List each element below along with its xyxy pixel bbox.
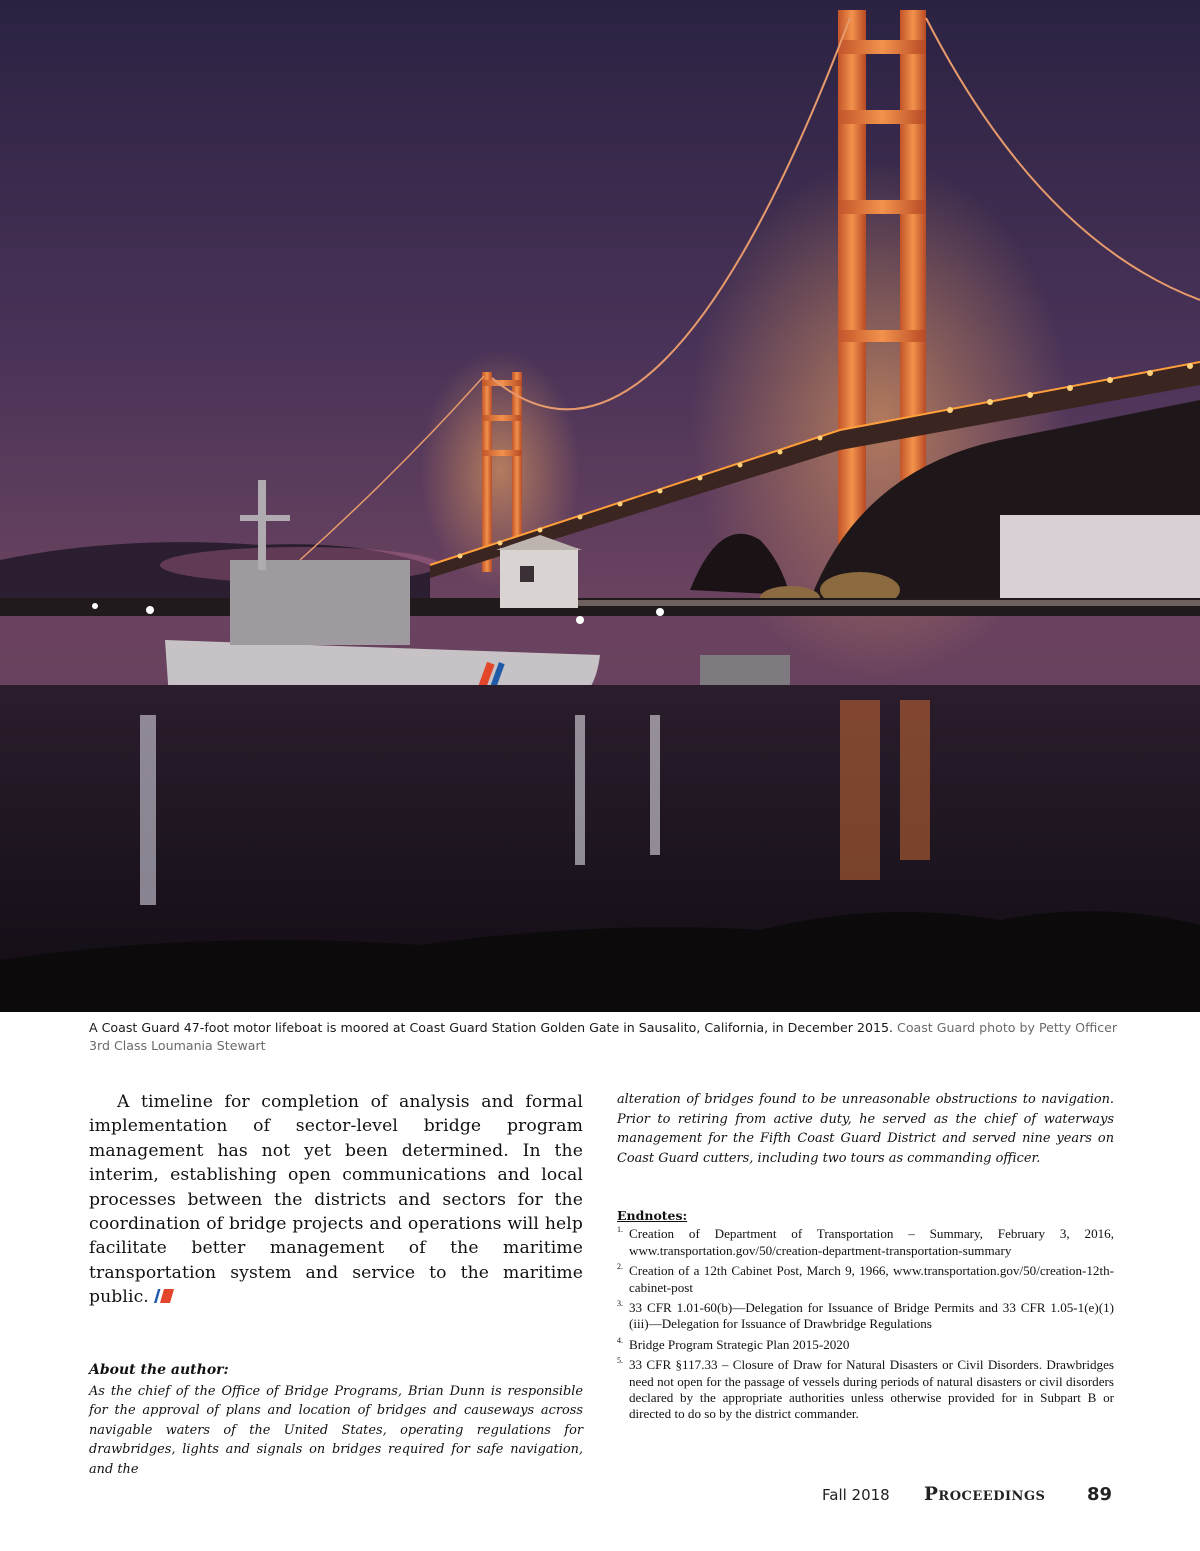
endnote-item [617,1300,1114,1333]
endnote-number: 3. [617,1299,623,1308]
closing-paragraph-text: A timeline for completion of analysis and formal implementation of sector-level bridge program management has not yet been determined. In the interim, establishing open communications and local processes between the districts and sectors for the coordination of bridge projects and operations will help facilitate better management of the maritime transportation system and service to the maritime public. [89,1092,583,1308]
endnote-text: 33 CFR §117.33 – Closure of Draw for Natural Disasters or Civil Disorders. Drawbridges need not open for the passage of vessels during periods of natural disasters or civil disorders declared by the appropriate authorities unless otherwise provided for in Subpart B or directed to do so by the district commander. [629,1357,1114,1422]
left-column [89,1090,583,1480]
photo-credit: Coast Guard photo by Petty Officer 3rd Class Loumania Stewart [89,1020,1118,1053]
endnotes-list [617,1226,1114,1422]
photo-caption [89,1019,1119,1055]
endnote-number: 4. [617,1335,623,1345]
page-footer [0,1484,1200,1514]
right-column [617,1090,1114,1427]
author-bio-part2: alteration of bridges found to be unreasonable obstructions to navigation. Prior to retiring from active duty, he served as the chief of waterways management for the Fifth Coast Guard District and served nine years on Coast Guard cutters, including two tours as commanding officer. [617,1092,1114,1166]
about-author-heading: About the author: [89,1361,229,1378]
endnote-number: 5. [617,1356,623,1366]
page-number: 89 [1087,1484,1113,1505]
closing-paragraph [89,1090,583,1310]
endnote-text: Bridge Program Strategic Plan 2015-2020 [629,1336,850,1352]
endnote-item [617,1226,1114,1259]
endnote-number: 2. [617,1262,623,1272]
endnote-number: 1. [617,1225,623,1235]
magazine-name: Proceedings [924,1484,1046,1505]
endnote-text: 33 CFR 1.01-60(b)—Delegation for Issuance of Bridge Permits and 33 CFR 1.05-1(e)(1)(iii)—Delegation for Issuance of Drawbridge Regulations [629,1300,1114,1332]
endnote-item [617,1357,1114,1423]
endnote-item [617,1337,1114,1353]
endnote-text: Creation of Department of Transportation – Summary, February 3, 2016, www.transportation.gov/50/creation-department-transportation-summary [629,1226,1114,1258]
endnotes-heading: Endnotes: [617,1208,688,1224]
endnote-item [617,1263,1114,1296]
issue-season: Fall 2018 [822,1486,890,1504]
coast-guard-stripe-icon [152,1289,174,1303]
author-bio-part1: As the chief of the Office of Bridge Programs, Brian Dunn is responsible for the approval of plans and location of bridges and causeways across navigable waters of the United States, operating regulations for drawbridges, lights and signals on bridges required for safe navigation, and the [89,1383,583,1478]
endnote-text: Creation of a 12th Cabinet Post, March 9, 1966, www.transportation.gov/50/creation-12th-cabinet-post [629,1263,1114,1295]
caption-text: A Coast Guard 47-foot motor lifeboat is moored at Coast Guard Station Golden Gate in Sausalito, California, in December 2015. [89,1020,894,1035]
